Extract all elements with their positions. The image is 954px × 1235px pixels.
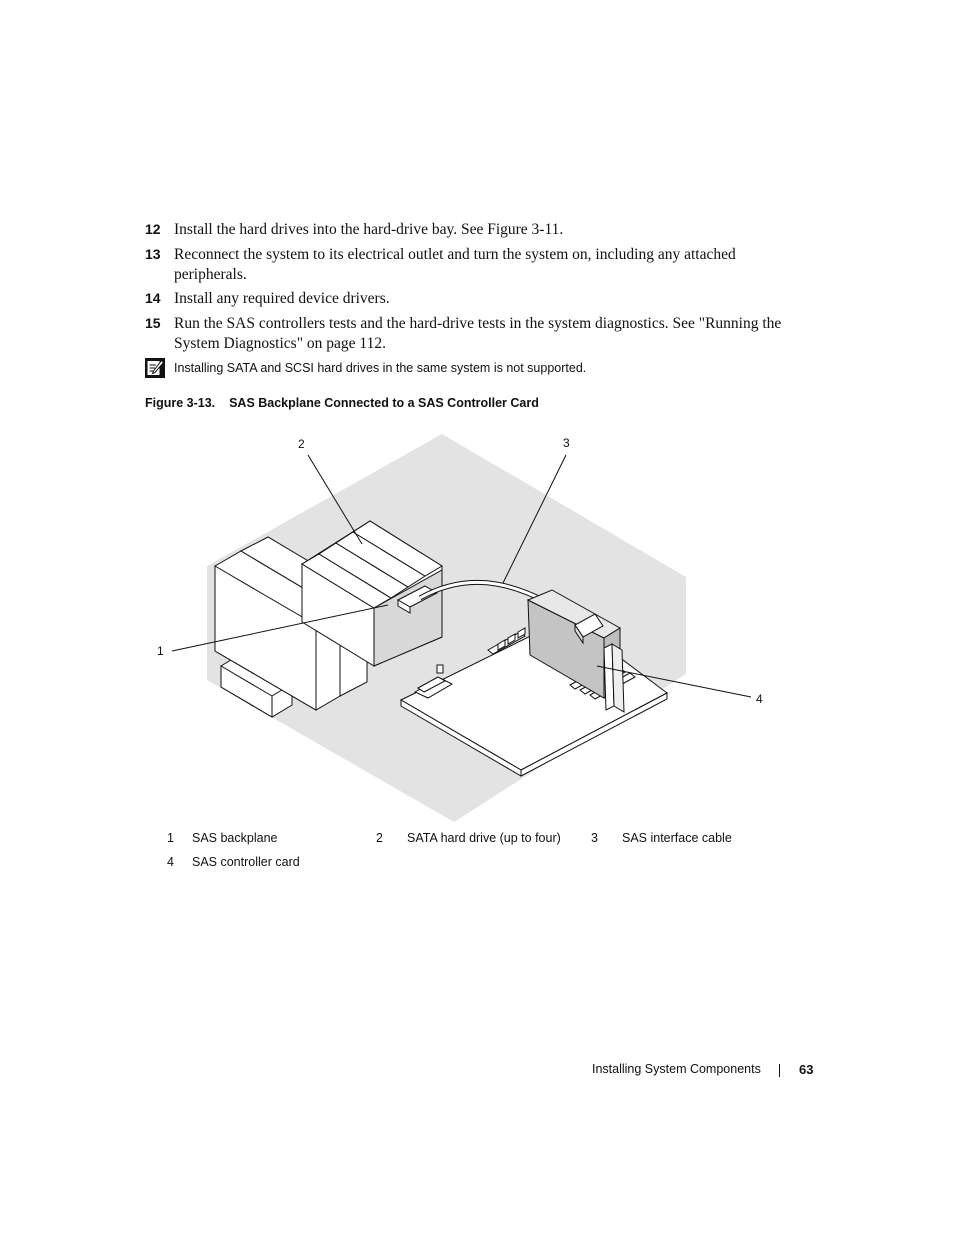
footer-separator bbox=[779, 1064, 780, 1077]
step-number: 15 bbox=[145, 315, 161, 331]
legend-label: SATA hard drive (up to four) bbox=[407, 831, 561, 845]
figure-title: SAS Backplane Connected to a SAS Controller Card bbox=[229, 396, 539, 410]
step-text: Reconnect the system to its electrical outlet and turn the system on, including any attached peripherals. bbox=[174, 246, 736, 283]
callout-3: 3 bbox=[563, 436, 570, 450]
step-number: 13 bbox=[145, 246, 161, 262]
legend-label: SAS interface cable bbox=[622, 831, 732, 845]
step-number: 12 bbox=[145, 221, 161, 237]
legend-label: SAS controller card bbox=[192, 855, 300, 869]
callout-1: 1 bbox=[157, 644, 164, 658]
step-number: 14 bbox=[145, 290, 161, 306]
callout-4: 4 bbox=[756, 692, 763, 706]
step-text: Install the hard drives into the hard-drive bay. See Figure 3-11. bbox=[174, 221, 564, 238]
legend-number: 1 bbox=[167, 831, 174, 845]
callout-2: 2 bbox=[298, 437, 305, 451]
step-text: Install any required device drivers. bbox=[174, 290, 390, 307]
legend-number: 3 bbox=[591, 831, 598, 845]
legend-number: 4 bbox=[167, 855, 174, 869]
step-text: Run the SAS controllers tests and the hard-drive tests in the system diagnostics. See "Running the System Diagnostics" on page 112. bbox=[174, 315, 782, 352]
note-text: Installing SATA and SCSI hard drives in the same system is not supported. bbox=[174, 361, 587, 375]
legend-label: SAS backplane bbox=[192, 831, 278, 845]
footer-section-title: Installing System Components bbox=[592, 1062, 761, 1076]
legend-number: 2 bbox=[376, 831, 383, 845]
figure-label: Figure 3-13. bbox=[145, 396, 216, 410]
page-number: 63 bbox=[799, 1062, 814, 1077]
